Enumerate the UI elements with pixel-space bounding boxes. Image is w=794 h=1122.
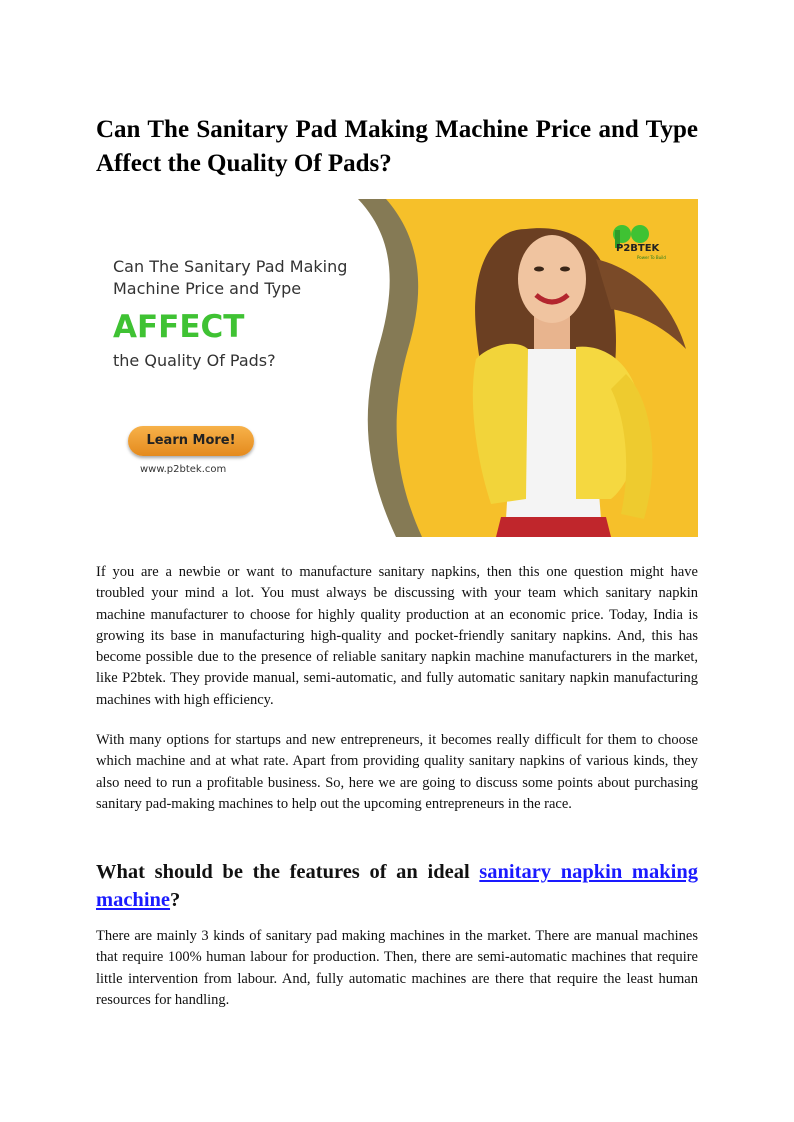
logo-wordmark: P2BTEK (616, 243, 660, 254)
third-paragraph: There are mainly 3 kinds of sanitary pad making machines in the market. There are manual machines that require 100% human labour for production. Then, there are semi-automatic machines that require little intervention from labour. And, fully automatic machines are there that require the least human resources for handling. (96, 928, 698, 1008)
banner-line-2: Machine Price and Type (113, 279, 302, 298)
intro-paragraph: If you are a newbie or want to manufacture sanitary napkins, then this one question might have troubled your mind a lot. You must always be discussing with your team which sanitary napkin machine manufacturer to choose for highly quality production at an economic price. Today, India is growing its base in manufacturing high-quality and pocket-friendly sanitary napkins. And, this has become possible due to the presence of reliable sanitary napkin machine manufacturers in the market, like P2btek. They provide manual, semi-automatic, and fully automatic sanitary napkin manufacturing machines with high efficiency. (96, 564, 698, 708)
section-heading (96, 858, 698, 914)
page-title: Can The Sanitary Pad Making Machine Price and Type Affect the Quality Of Pads? (96, 116, 698, 177)
hero-banner[interactable] (96, 199, 698, 537)
logo-tagline: Power To Build (637, 255, 666, 260)
banner-line-3: the Quality Of Pads? (113, 351, 276, 370)
heading-prefix: What should be the features of an ideal (96, 861, 480, 883)
banner-url: www.p2btek.com (140, 464, 227, 475)
banner-highlight: AFFECT (113, 309, 245, 345)
banner-line-1: Can The Sanitary Pad Making (113, 257, 348, 276)
second-paragraph: With many options for startups and new entrepreneurs, it becomes really difficult for them to choose which machine and at what rate. Apart from providing quality sanitary napkins of various kinds, they also need to run a profitable business. So, here we are going to discuss some points about purchasing sanitary pad-making machines to help out the upcoming entrepreneurs in the race. (96, 732, 698, 812)
learn-more-button[interactable]: Learn More! (128, 426, 254, 456)
sanitary-napkin-machine-link[interactable]: sanitary napkin making machine (96, 861, 698, 911)
heading-suffix: ? (170, 889, 181, 911)
